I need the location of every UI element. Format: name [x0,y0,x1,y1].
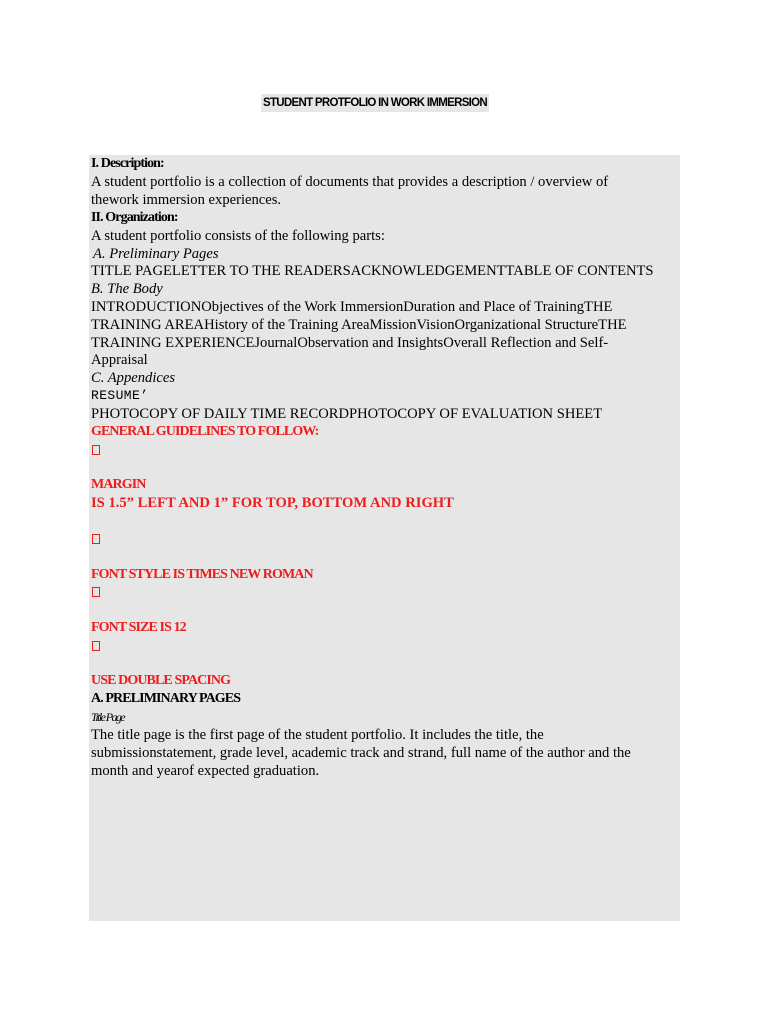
title-page-text-line-3: month and yearof expected graduation. [91,763,320,779]
description-text-line-2: thework immersion experiences. [91,192,282,208]
part-a-items: TITLE PAGELETTER TO THE READERSACKNOWLEDGEMENTTABLE OF CONTENTS [91,263,654,279]
title-page-text-line-1: The title page is the first page of the student portfolio. It includes the title, the [91,727,544,743]
part-b-items-line-4: Appraisal [91,352,148,368]
bullet-box-icon [92,534,100,544]
font-style-guideline: FONT STYLE IS TIMES NEW ROMAN [91,567,313,582]
part-b-items-line-2: TRAINING AREAHistory of the Training AreaMissionVisionOrganizational StructureTHE [91,317,627,333]
part-b-items-line-1: INTRODUCTIONObjectives of the Work ImmersionDuration and Place of TrainingTHE [91,299,613,315]
organization-heading: II. Organization: [91,210,178,225]
spacing-guideline: USE DOUBLE SPACING [91,673,231,688]
margin-text: IS 1.5” LEFT AND 1” FOR TOP, BOTTOM AND RIGHT [91,495,454,511]
preliminary-pages-heading: A. PRELIMINARY PAGES [91,691,241,706]
title-page-label: Title Page [91,710,124,724]
part-b-items-line-3: TRAINING EXPERIENCEJournalObservation and InsightsOverall Reflection and Self- [91,335,609,351]
part-a-label: A. Preliminary Pages [93,246,219,262]
organization-intro: A student portfolio consists of the following parts: [91,228,385,244]
document-title: STUDENT PROTFOLIO IN WORK IMMERSION [261,94,489,112]
part-c-items-line-1: RESUME’ [91,388,149,403]
guidelines-heading: GENERAL GUIDELINES TO FOLLOW: [91,424,319,439]
description-heading: I. Description: [91,156,164,171]
part-c-label: C. Appendices [91,370,176,386]
part-c-items-line-2: PHOTOCOPY OF DAILY TIME RECORDPHOTOCOPY OF EVALUATION SHEET [91,406,603,422]
margin-label: MARGIN [91,477,146,492]
title-page-text-line-2: submissionstatement, grade level, academic track and strand, full name of the author and the [91,745,631,761]
description-text-line-1: A student portfolio is a collection of documents that provides a description / overview of [91,174,609,190]
bullet-box-icon [92,641,100,651]
font-size-guideline: FONT SIZE IS 12 [91,620,186,635]
bullet-box-icon [92,445,100,455]
bullet-box-icon [92,587,100,597]
part-b-label: B. The Body [91,281,163,297]
